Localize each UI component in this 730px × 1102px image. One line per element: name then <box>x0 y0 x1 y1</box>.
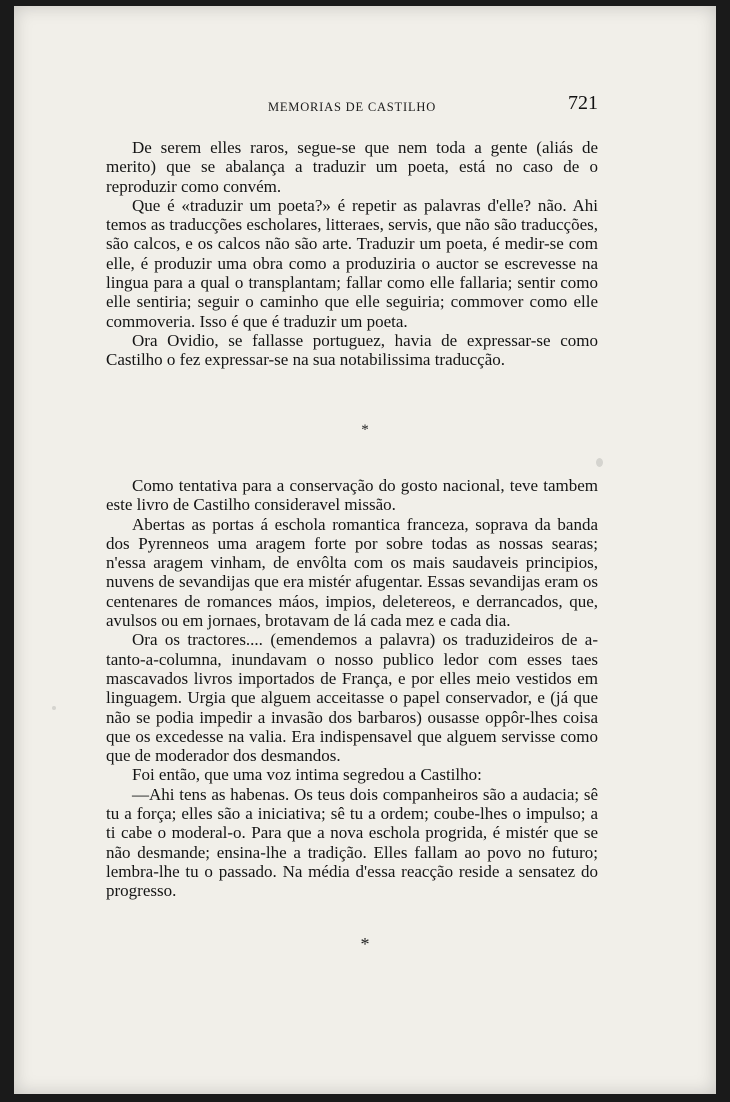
end-ornament-asterisk: * <box>360 934 370 954</box>
paragraph: Abertas as portas á eschola romantica franceza, soprava da banda dos Pyrenneos uma aragem forte por sobre todas as nossas searas; n'essa aragem vinham, de envôlta com os mais saudaveis principios, nuvens de sevandijas que era mistér afugentar. Essas sevandijas eram os centenares de romances máos, impios, deletereos, e derrancados, que, avulsos ou em jornaes, brotavam de lá cada mez e cada dia. <box>106 514 598 631</box>
paragraph: Como tentativa para a conservação do gosto nacional, teve tambem este livro de Castilho consideravel missão. <box>106 476 598 515</box>
paragraph: De serem elles raros, segue-se que nem toda a gente (aliás de merito) que se abalança a traduzir um poeta, está no caso de o reproduzir como convém. <box>106 138 598 196</box>
running-title: MEMORIAS DE CASTILHO <box>267 100 437 114</box>
paragraph: Ora Ovidio, se fallasse portuguez, havia de expressar-se como Castilho o fez expressar-se na sua notabilissima traducção. <box>106 330 598 370</box>
paper-speck <box>596 458 603 467</box>
page-header <box>106 92 598 122</box>
text-block-2 <box>106 476 598 901</box>
book-page <box>14 6 716 1094</box>
section-break-asterisk: * <box>361 422 369 438</box>
paragraph: Foi então, que uma voz intima segredou a Castilho: <box>132 765 482 785</box>
paper-speck <box>52 706 56 710</box>
text-block-1 <box>106 138 598 370</box>
paragraph: —Ahi tens as habenas. Os teus dois companheiros são a audacia; sê tu a força; elles são a iniciativa; sê tu a ordem; coube-lhes o impulso; a ti cabe o moderal-o. Para que a nova eschola progrida, é mistér que se não desmande; ensina-lhe a tradição. Elles fallam ao povo no futuro; lembra-lhe tu o passado. Na média d'essa reacção reside a sensatez do progresso. <box>106 784 598 901</box>
paragraph: Ora os tractores.... (emendemos a palavra) os traduzideiros de a-tanto-a-columna, inundavam o nosso publico ledor com esses taes mascavados livros importados de França, e por elles meio vestidos em linguagem. Urgia que alguem acceitasse o papel conservador, e (já que não se podia impedir a invasão dos barbaros) ousasse oppôr-lhes coisa que os excedesse na valia. Era indispensavel que alguem servisse como que de moderador dos desmandos. <box>106 630 598 766</box>
paragraph: Que é «traduzir um poeta?» é repetir as palavras d'elle? não. Ahi temos as traducções escholares, litteraes, servis, que não são traducções, são calcos, e os calcos não são arte. Traduzir um poeta, é medir-se com elle, é produzir uma obra como a produziria o auctor se escrevesse na lingua para a qual o transplantam; fallar como elle fallaria; sentir como elle sentiria; seguir o caminho que elle seguiria; commover como elle commoveria. Isso é que é traduzir um poeta. <box>106 195 598 331</box>
page-number: 721 <box>568 92 598 114</box>
